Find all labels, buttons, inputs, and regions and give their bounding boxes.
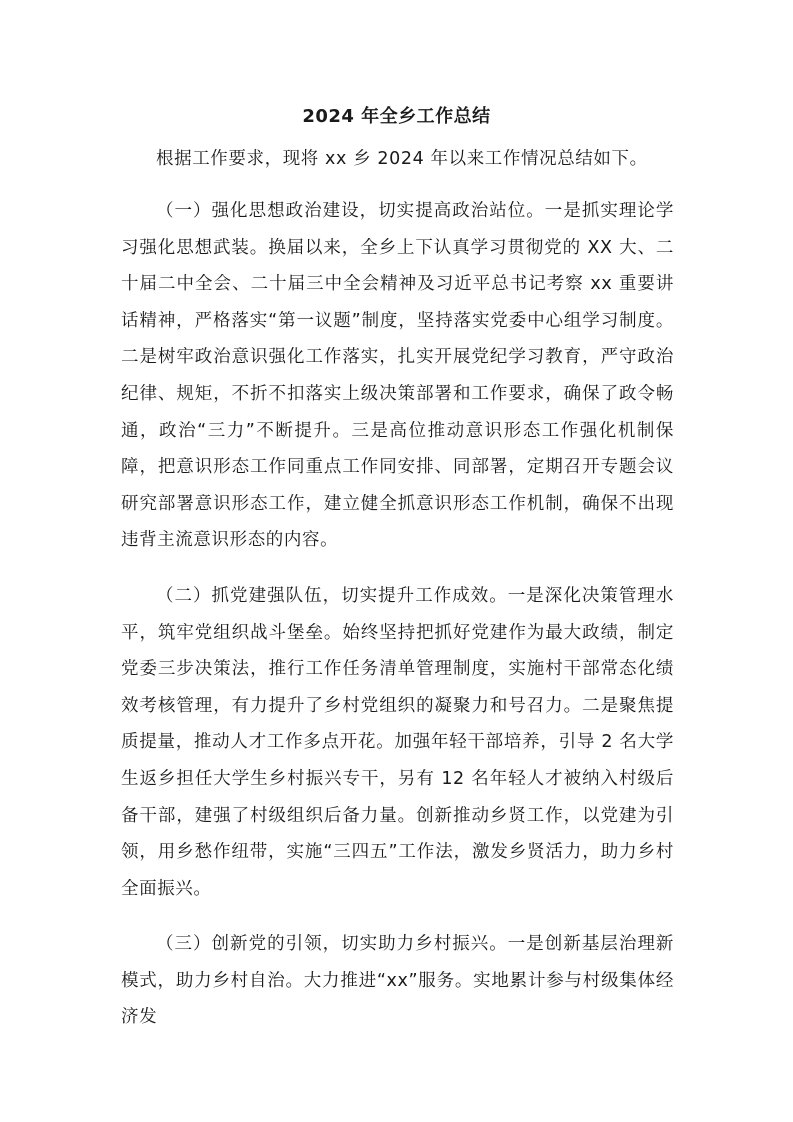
intro-paragraph: 根据工作要求，现将 xx 乡 2024 年以来工作情况总结如下。	[156, 149, 648, 169]
section-paragraph-2: （二）抓党建强队伍，切实提升工作成效。一是深化决策管理水平，筑牢党组织战斗堡垒。始终坚持把抓好党建作为最大政绩，制定党委三步决策法，推行工作任务清单管理制度，实施村干部常态化绩效考核管理，有力提升了乡村党组织的凝聚力和号召力。二是聚焦提质提量，推动人才工作多点开花。加强年轻干部培养，引导 2 名大学生返乡担任大学生乡村振兴专干，另有 12 名年轻人才被纳入村级后备干部，建强了村级组织后备力量。创新推动乡贤工作，以党建为引领，用乡愁作纽带，实施“三四五”工作法，激发乡贤活力，助力乡村全面振兴。	[121, 586, 674, 899]
document-title: 2024 年全乡工作总结	[302, 106, 491, 127]
section-paragraph-3: （三）创新党的引领，切实助力乡村振兴。一是创新基层治理新模式，助力乡村自治。大力推进“xx”服务。实地累计参与村级集体经济发	[121, 934, 674, 1028]
section-paragraph-1: （一）强化思想政治建设，切实提高政治站位。一是抓实理论学习强化思想武装。换届以来，全乡上下认真学习贯彻党的 XX 大、二十届二中全会、二十届三中全会精神及习近平总书记考察 xx 重要讲话精神，严格落实“第一议题”制度，坚持落实党委中心组学习制度。二是树牢政治意识强化工作落实，扎实开展党纪学习教育，严守政治纪律、规矩，不折不扣落实上级决策部署和工作要求，确保了政令畅通，政治“三力”不断提升。三是高位推动意识形态工作强化机制保障，把意识形态工作同重点工作同安排、同部署，定期召开专题会议研究部署意识形态工作，建立健全抓意识形态工作机制，确保不出现违背主流意识形态的内容。	[121, 201, 674, 551]
